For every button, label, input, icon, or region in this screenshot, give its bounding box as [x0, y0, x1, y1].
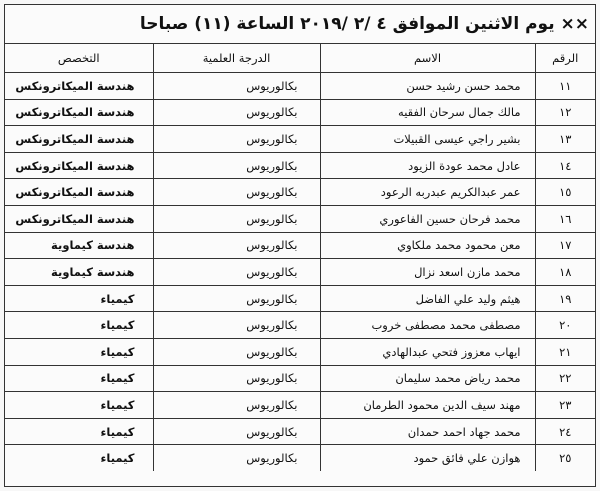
row-specialty: هندسة الميكاترونكس: [5, 99, 153, 126]
row-specialty: كيمياء: [5, 365, 153, 392]
header-degree: الدرجة العلمية: [153, 44, 320, 73]
row-name: محمد مازن اسعد نزال: [320, 259, 535, 286]
row-number: ٢٠: [535, 312, 595, 339]
row-name: ايهاب معزوز فتحي عبدالهادي: [320, 338, 535, 365]
table-row: [5, 445, 595, 471]
row-name: هيثم وليد علي الفاضل: [320, 285, 535, 312]
row-degree: بكالوريوس: [153, 365, 320, 392]
row-number: ١٤: [535, 152, 595, 179]
row-number: ١٣: [535, 126, 595, 153]
table-row: [5, 365, 595, 392]
row-degree: بكالوريوس: [153, 259, 320, 286]
table-header-row: [5, 44, 595, 73]
row-name: عادل محمد عودة الزيود: [320, 152, 535, 179]
row-name: مهند سيف الدين محمود الطرمان: [320, 392, 535, 419]
row-number: ٢٣: [535, 392, 595, 419]
table-row: [5, 392, 595, 419]
header-specialty: التخصص: [5, 44, 153, 73]
row-name: مالك جمال سرحان الفقيه: [320, 99, 535, 126]
row-number: ١٥: [535, 179, 595, 206]
table-row: [5, 152, 595, 179]
table-row: [5, 418, 595, 445]
row-number: ١٧: [535, 232, 595, 259]
row-name: هوازن علي فائق حمود: [320, 445, 535, 471]
row-specialty: هندسة الميكاترونكس: [5, 179, 153, 206]
row-name: محمد رياض محمد سليمان: [320, 365, 535, 392]
row-specialty: كيمياء: [5, 445, 153, 471]
row-degree: بكالوريوس: [153, 445, 320, 471]
page-title: ×× يوم الاثنين الموافق ٤ /٢ /٢٠١٩ الساعة (١١) صباحا: [5, 5, 595, 44]
row-name: محمد جهاد احمد حمدان: [320, 418, 535, 445]
table-row: [5, 259, 595, 286]
row-degree: بكالوريوس: [153, 73, 320, 100]
row-degree: بكالوريوس: [153, 205, 320, 232]
row-degree: بكالوريوس: [153, 312, 320, 339]
table-body: [5, 73, 595, 471]
row-number: ١١: [535, 73, 595, 100]
table-row: [5, 338, 595, 365]
row-specialty: كيمياء: [5, 338, 153, 365]
row-name: معن محمود محمد ملكاوي: [320, 232, 535, 259]
row-specialty: هندسة الميكاترونكس: [5, 73, 153, 100]
row-specialty: كيمياء: [5, 392, 153, 419]
row-number: ١٩: [535, 285, 595, 312]
row-number: ٢٤: [535, 418, 595, 445]
row-specialty: هندسة كيماوية: [5, 232, 153, 259]
row-degree: بكالوريوس: [153, 232, 320, 259]
row-degree: بكالوريوس: [153, 392, 320, 419]
table-row: [5, 179, 595, 206]
row-specialty: هندسة الميكاترونكس: [5, 205, 153, 232]
row-degree: بكالوريوس: [153, 338, 320, 365]
row-specialty: هندسة الميكاترونكس: [5, 152, 153, 179]
table-row: [5, 285, 595, 312]
row-degree: بكالوريوس: [153, 179, 320, 206]
row-name: مصطفى محمد مصطفى خروب: [320, 312, 535, 339]
table-row: [5, 205, 595, 232]
table-row: [5, 99, 595, 126]
row-degree: بكالوريوس: [153, 152, 320, 179]
row-number: ٢٥: [535, 445, 595, 471]
row-degree: بكالوريوس: [153, 126, 320, 153]
row-specialty: كيمياء: [5, 418, 153, 445]
row-name: بشير راجي عيسى القبيلات: [320, 126, 535, 153]
table-row: [5, 126, 595, 153]
row-name: عمر عبدالكريم عبدربه الرعود: [320, 179, 535, 206]
candidates-table: [5, 44, 595, 471]
row-degree: بكالوريوس: [153, 418, 320, 445]
row-specialty: كيمياء: [5, 285, 153, 312]
row-degree: بكالوريوس: [153, 285, 320, 312]
row-name: محمد فرحان حسين الفاعوري: [320, 205, 535, 232]
table-row: [5, 312, 595, 339]
row-name: محمد حسن رشيد حسن: [320, 73, 535, 100]
row-number: ٢٢: [535, 365, 595, 392]
row-number: ١٨: [535, 259, 595, 286]
row-specialty: كيمياء: [5, 312, 153, 339]
row-number: ١٦: [535, 205, 595, 232]
header-name: الاسم: [320, 44, 535, 73]
row-degree: بكالوريوس: [153, 99, 320, 126]
row-number: ١٢: [535, 99, 595, 126]
row-number: ٢١: [535, 338, 595, 365]
row-specialty: هندسة كيماوية: [5, 259, 153, 286]
document-page: [4, 4, 596, 487]
header-number: الرقم: [535, 44, 595, 73]
table-row: [5, 73, 595, 100]
row-specialty: هندسة الميكاترونكس: [5, 126, 153, 153]
table-row: [5, 232, 595, 259]
